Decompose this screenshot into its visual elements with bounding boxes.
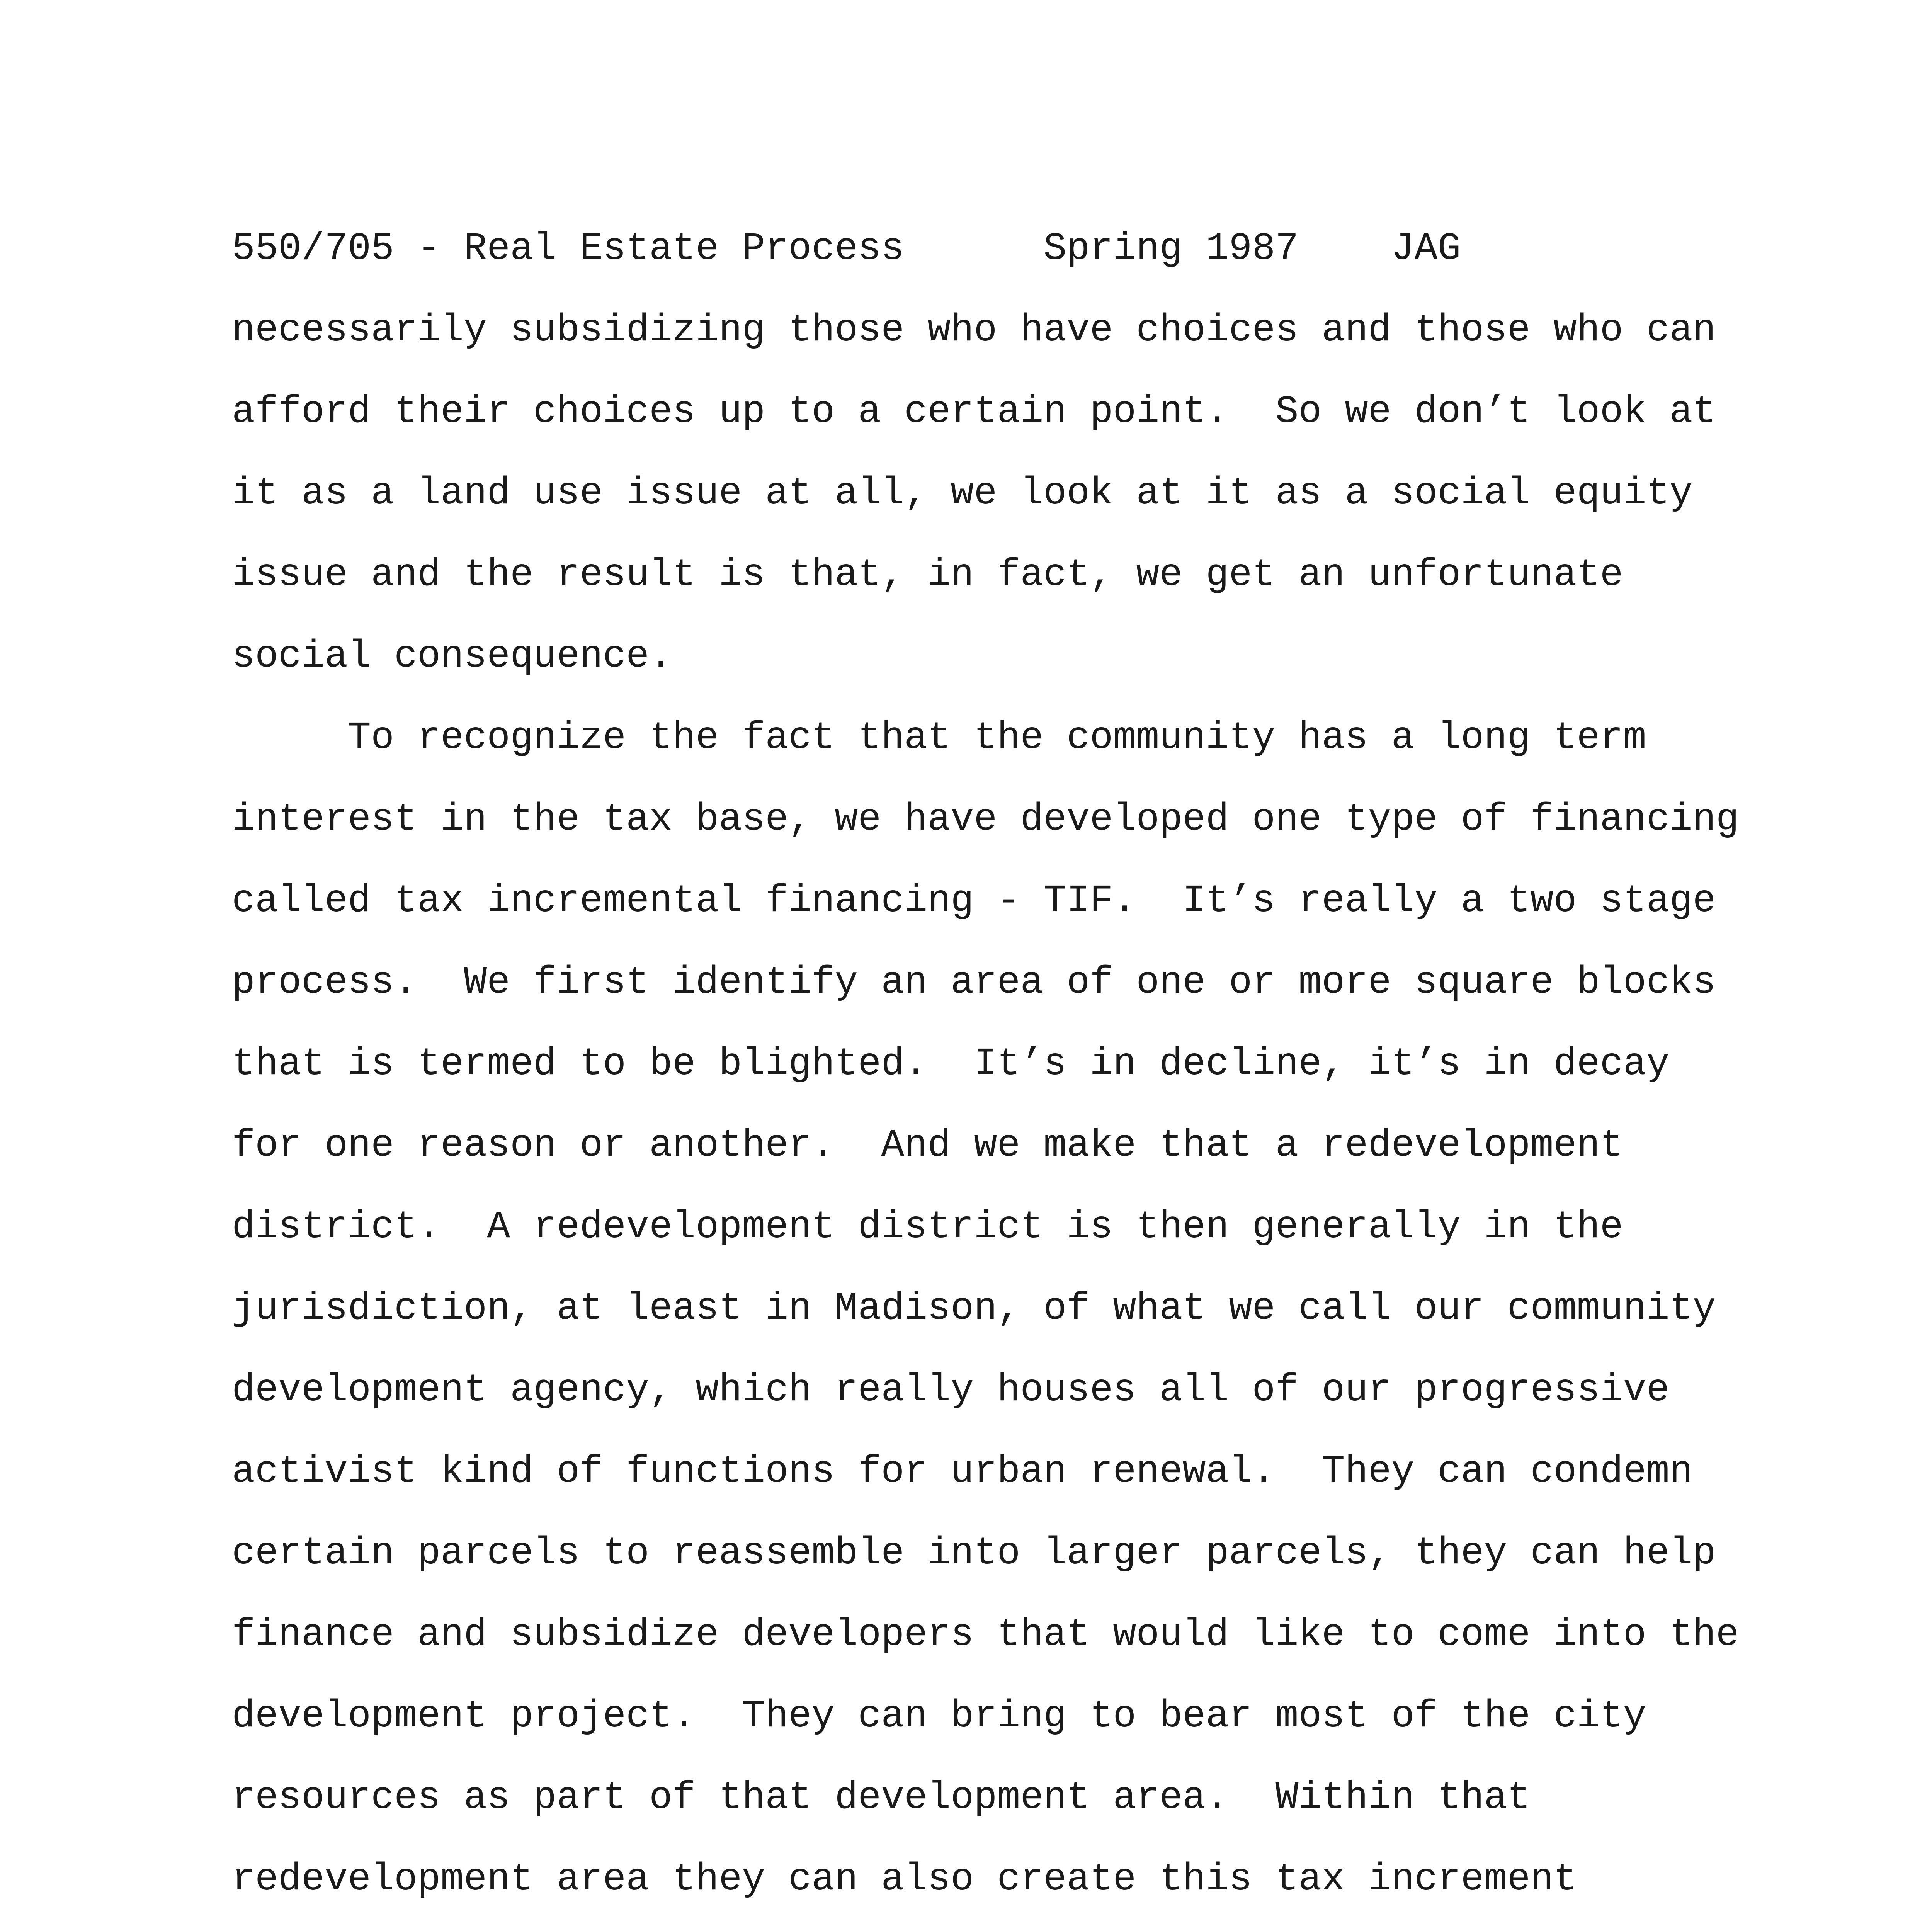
body-line: that is termed to be blighted. It’s in decline, it’s in decay xyxy=(232,1043,1670,1086)
body-line: district. A redevelopment district is then generally in the xyxy=(232,1206,1623,1249)
page-header: 550/705 - Real Estate Process Spring 1987 JAG xyxy=(232,227,1461,271)
body-line: interest in the tax base, we have developed one type of financing xyxy=(232,798,1739,842)
body-line: necessarily subsidizing those who have choices and those who can xyxy=(232,309,1716,352)
body-line: issue and the result is that, in fact, we get an unfortunate xyxy=(232,553,1623,597)
body-line: redevelopment area they can also create this tax increment xyxy=(232,1858,1577,1901)
body-line: for one reason or another. And we make that a redevelopment xyxy=(232,1124,1623,1168)
body-line: development project. They can bring to bear most of the city xyxy=(232,1695,1646,1738)
body-line: activist kind of functions for urban renewal. They can condemn xyxy=(232,1450,1693,1494)
body-line: resources as part of that development area. Within that xyxy=(232,1776,1531,1820)
body-line: finance and subsidize developers that would like to come into the xyxy=(232,1613,1739,1657)
body-line: it as a land use issue at all, we look at it as a social equity xyxy=(232,472,1693,515)
body-line: social consequence. xyxy=(232,635,673,679)
body-line: certain parcels to reassemble into larger parcels, they can help xyxy=(232,1532,1716,1575)
body-line: called tax incremental financing - TIF. It’s really a two stage xyxy=(232,879,1716,923)
body-line: development agency, which really houses all of our progressive xyxy=(232,1369,1670,1412)
body-line: process. We first identify an area of one or more square blocks xyxy=(232,961,1716,1005)
body-line: To recognize the fact that the community has a long term xyxy=(232,716,1646,760)
body-line: jurisdiction, at least in Madison, of what we call our community xyxy=(232,1287,1716,1331)
body-line: afford their choices up to a certain point. So we don’t look at xyxy=(232,390,1716,434)
